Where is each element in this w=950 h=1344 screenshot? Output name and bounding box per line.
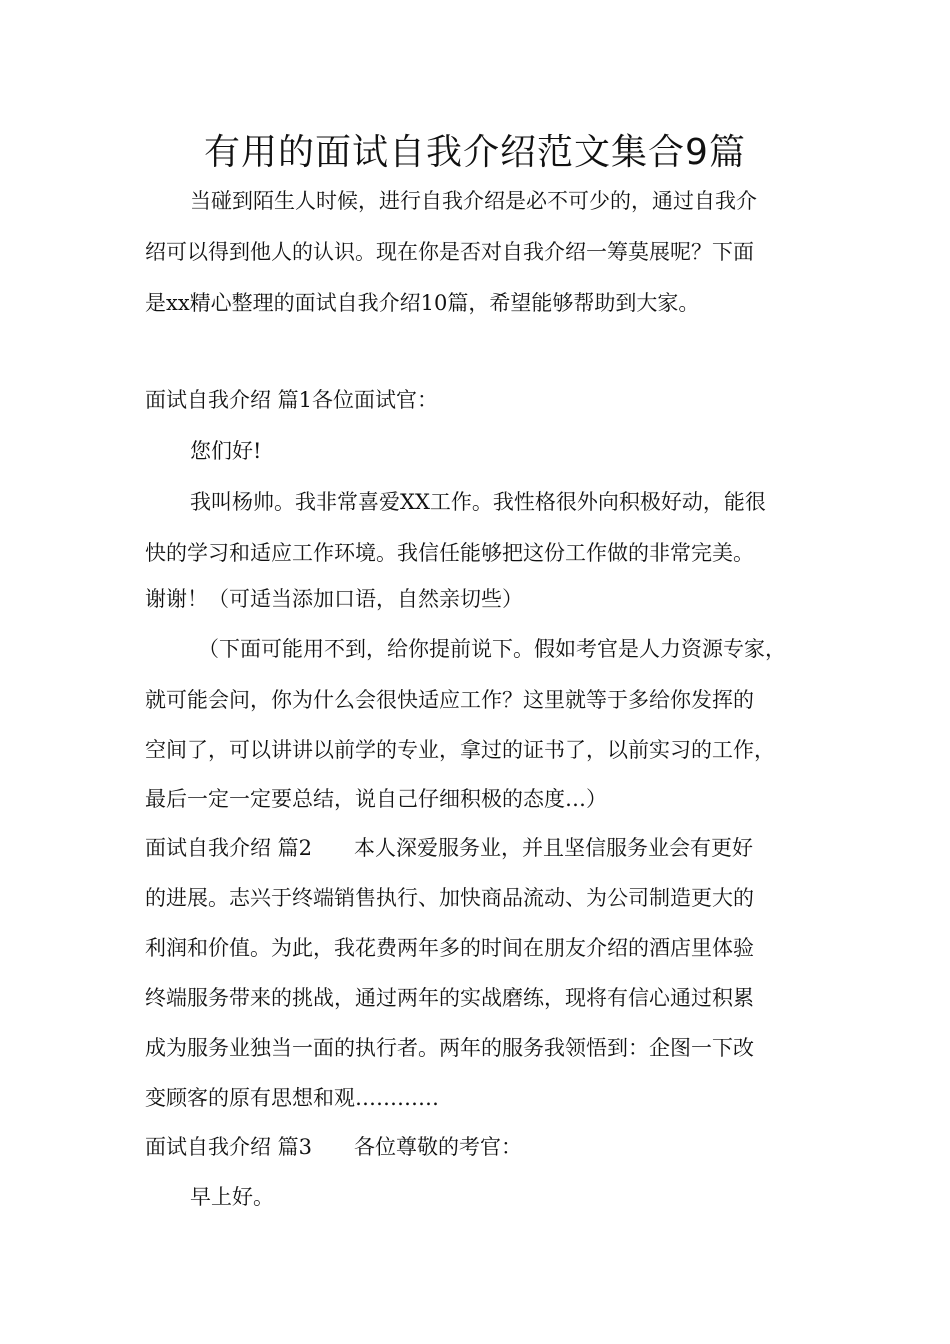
section-1-heading: 面试自我介绍 篇1各位面试官： — [145, 388, 439, 412]
section-2-heading: 面试自我介绍 篇2 本人深爱服务业，并且坚信服务业会有更好 — [145, 836, 754, 860]
intro-line-2: 绍可以得到他人的认识。现在你是否对自我介绍一筹莫展呢？下面 — [145, 240, 754, 264]
section-1-line-2: 快的学习和适应工作环境。我信任能够把这份工作做的非常完美。 — [145, 541, 754, 565]
section-3-heading: 面试自我介绍 篇3 各位尊敬的考官： — [145, 1135, 523, 1159]
section-2-line-5: 变顾客的原有思想和观………… — [145, 1086, 439, 1110]
section-2-line-2: 利润和价值。为此，我花费两年多的时间在朋友介绍的酒店里体验 — [145, 936, 754, 960]
section-1-line-1: 我叫杨帅。我非常喜爱XX工作。我性格很外向积极好动，能很 — [190, 490, 766, 514]
section-2-line-4: 成为服务业独当一面的执行者。两年的服务我领悟到：企图一下改 — [145, 1036, 754, 1060]
intro-line-3: 是xx精心整理的面试自我介绍10篇，希望能够帮助到大家。 — [145, 291, 700, 315]
document-title: 有用的面试自我介绍范文集合9篇 — [204, 132, 746, 173]
section-2-line-1: 的进展。志兴于终端销售执行、加快商品流动、为公司制造更大的 — [145, 886, 754, 910]
section-1-note-1: （下面可能用不到，给你提前说下。假如考官是人力资源专家， — [198, 637, 786, 661]
intro-line-1: 当碰到陌生人时候，进行自我介绍是必不可少的，通过自我介 — [190, 189, 757, 213]
section-1-line-3: 谢谢！（可适当添加口语，自然亲切些） — [145, 587, 523, 611]
section-1-greeting: 您们好! — [190, 439, 262, 463]
section-2-line-3: 终端服务带来的挑战，通过两年的实战磨练，现将有信心通过积累 — [145, 986, 754, 1010]
section-3-greeting: 早上好。 — [190, 1185, 274, 1209]
section-1-note-2: 就可能会问，你为什么会很快适应工作？这里就等于多给你发挥的 — [145, 688, 754, 712]
section-1-note-3: 空间了，可以讲讲以前学的专业，拿过的证书了，以前实习的工作， — [145, 738, 775, 762]
section-1-note-4: 最后一定一定要总结，说自己仔细积极的态度…） — [145, 787, 607, 811]
